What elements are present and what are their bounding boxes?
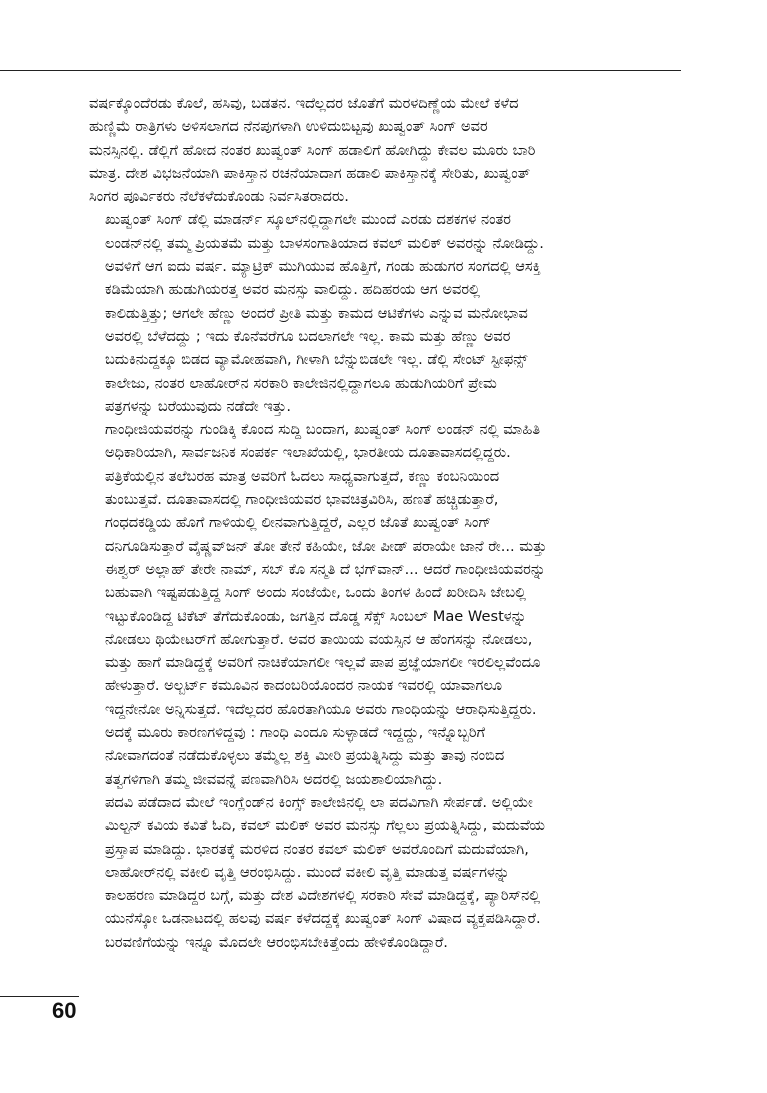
text-line: ಹುಣ್ಣಿಮೆ ರಾತ್ರಿಗಳು ಅಳಿಸಲಾಗದ ನೆನಪುಗಳಾಗಿ ಉಳಿದುಬಿಟ್ಟವು ಖುಷ್ವಂತ್ ಸಿಂಗ್ ಅವರ <box>89 118 488 136</box>
text-line: ಪತ್ರಿಕೆಯಲ್ಲಿನ ತಲೆಬರಹ ಮಾತ್ರ ಅವರಿಗೆ ಓದಲು ಸಾಧ್ಯವಾಗುತ್ತದೆ, ಕಣ್ಣು ಕಂಬನಿಯಿಂದ <box>105 467 500 485</box>
text-line: ಖುಷ್ವಂತ್ ಸಿಂಗ್ ಡೆಲ್ಲಿ ಮಾಡರ್ನ್ ಸ್ಕೂಲ್‌ನಲ್ಲಿದ್ದಾಗಲೇ ಮುಂದೆ ಎರಡು ದಶಕಗಳ ನಂತರ <box>105 211 512 229</box>
text-line: ದನಿಗೂಡಿಸುತ್ತಾರೆ ವೈಷ್ಣವ್‌ಜನ್ ತೋ ತೇನೆ ಕಹಿಯೇ, ಜೋ ಪೀಡ್ ಪರಾಯೇ ಜಾನೆ ರೇ... ಮತ್ತು <box>105 537 547 555</box>
paragraph-2 <box>89 208 689 418</box>
text-line: ತತ್ವಗಳಿಗಾಗಿ ತಮ್ಮ ಜೀವವನ್ನೆ ಪಣವಾಗಿರಿಸಿ ಅದರಲ್ಲಿ ಜಯಶಾಲಿಯಾಗಿದ್ದು. <box>105 770 443 788</box>
text-line: ಬಹುವಾಗಿ ಇಷ್ಟಪಡುತ್ತಿದ್ದ ಸಿಂಗ್ ಅಂದು ಸಂಜೆಯೇ, ಒಂದು ತಿಂಗಳ ಹಿಂದೆ ಖರೀದಿಸಿ ಜೇಬಲ್ಲಿ <box>105 584 527 602</box>
text-line: ಮಾತ್ರ. ದೇಶ ವಿಭಜನೆಯಾಗಿ ಪಾಕಿಸ್ತಾನ ರಚನೆಯಾದಾಗ ಹಡಾಲಿ ಪಾಕಿಸ್ತಾನಕ್ಕೆ ಸೇರಿತು, ಖುಷ್ವಂತ್ <box>89 164 531 182</box>
text-line: ಕಾಲೇಜು, ನಂತರ ಲಾಹೋರ್‌ನ ಸರಕಾರಿ ಕಾಲೇಜಿನಲ್ಲಿದ್ದಾಗಲೂ ಹುಡುಗಿಯರಿಗೆ ಪ್ರೇಮ <box>105 374 497 392</box>
text-line: ಈಶ್ವರ್ ಅಲ್ಲಾಹ್ ತೇರೇ ನಾಮ್, ಸಬ್ ಕೊ ಸನ್ಮತಿ ದೆ ಭಗ್‌ವಾನ್... ಆದರೆ ಗಾಂಧೀಜಿಯವರನ್ನು <box>105 560 546 578</box>
text-line: ಇದ್ದನೇನೋ ಅನ್ನಿಸುತ್ತದೆ. ಇದೆಲ್ಲದರ ಹೊರತಾಗಿಯೂ ಅವರು ಗಾಂಧಿಯನ್ನು ಆರಾಧಿಸುತ್ತಿದ್ದರು. <box>105 700 537 718</box>
text-line: ಪ್ರಸ್ತಾಪ ಮಾಡಿದ್ದು. ಭಾರತಕ್ಕೆ ಮರಳಿದ ನಂತರ ಕವಲ್ ಮಲಿಕ್ ಅವರೊಂದಿಗೆ ಮದುವೆಯಾಗಿ, <box>105 840 529 858</box>
text-line: ಮಿಲ್ಟನ್ ಕವಿಯ ಕವಿತೆ ಓದಿ, ಕವಲ್ ಮಲಿಕ್ ಅವರ ಮನಸ್ಸು ಗೆಲ್ಲಲು ಪ್ರಯತ್ನಿಸಿದ್ದು, ಮದುವೆಯ <box>105 817 546 835</box>
text-line: ಕಾಲಹರಣ ಮಾಡಿದ್ದರ ಬಗ್ಗೆ, ಮತ್ತು ದೇಶ ವಿದೇಶಗಳಲ್ಲಿ ಸರಕಾರಿ ಸೇವೆ ಮಾಡಿದ್ದಕ್ಕೆ, ಪ್ಯಾರಿಸ್‌ನಲ್ಲಿ <box>105 887 541 905</box>
text-line: ಬದುಕಿನುದ್ದಕ್ಕೂ ಬಿಡದ ವ್ಯಾಮೋಹವಾಗಿ, ಗೀಳಾಗಿ ಬೆನ್ನುಬಿಡಲೇ ಇಲ್ಲ. ಡೆಲ್ಲಿ ಸೇಂಟ್ ಸ್ಟೀಫನ್ಸ್ <box>105 351 528 369</box>
text-line: ವರ್ಷಕ್ಕೊಂದೆರಡು ಕೊಲೆ, ಹಸಿವು, ಬಡತನ. ಇದೆಲ್ಲದರ ಜೊತೆಗೆ ಮರಳದಿಣ್ಣೆಯ ಮೇಲೆ ಕಳೆದ <box>89 95 519 112</box>
text-line: ಗಂಧದಕಡ್ಡಿಯ ಹೊಗೆ ಗಾಳಿಯಲ್ಲಿ ಲೀನವಾಗುತ್ತಿದ್ದರೆ, ಎಲ್ಲರ ಜೊತೆ ಖುಷ್ವಂತ್ ಸಿಂಗ್ <box>105 514 492 532</box>
text-line: ಲಂಡನ್‌ನಲ್ಲಿ ತಮ್ಮ ಪ್ರಿಯತಮೆ ಮತ್ತು ಬಾಳಸಂಗಾತಿಯಾದ ಕವಲ್ ಮಲಿಕ್ ಅವರನ್ನು ನೋಡಿದ್ದು. <box>105 234 544 252</box>
paragraph-4 <box>89 791 689 954</box>
page-number: 60 <box>52 998 77 1023</box>
text-line: ಅವರಲ್ಲಿ ಬೆಳೆದದ್ದು ; ಇದು ಕೊನೆವರೆಗೂ ಬದಲಾಗಲೇ ಇಲ್ಲ. ಕಾಮ ಮತ್ತು ಹೆಣ್ಣು ಅವರ <box>105 327 511 345</box>
text-line: ಕಾಲಿಡುತ್ತಿತ್ತು; ಆಗಲೇ ಹೆಣ್ಣು ಅಂದರೆ ಪ್ರೀತಿ ಮತ್ತು ಕಾಮದ ಆಟಿಕೆಗಳು ಎನ್ನುವ ಮನೋಭಾವ <box>105 304 528 322</box>
text-line: ಗಾಂಧೀಜಿಯವರನ್ನು ಗುಂಡಿಕ್ಕಿ ಕೊಂದ ಸುದ್ದಿ ಬಂದಾಗ, ಖುಷ್ವಂತ್ ಸಿಂಗ್ ಲಂಡನ್ ನಲ್ಲಿ ಮಾಹಿತಿ <box>105 421 541 439</box>
text-line: ಲಾಹೋರ್‌ನಲ್ಲಿ ವಕೀಲಿ ವೃತ್ತಿ ಆರಂಭಿಸಿದ್ದು. ಮುಂದೆ ವಕೀಲಿ ವೃತ್ತಿ ಮಾಡುತ್ತ ವರ್ಷಗಳನ್ನು <box>105 863 510 881</box>
paragraph-3 <box>89 418 689 791</box>
text-line: ಮನಸ್ಸಿನಲ್ಲಿ. ಡೆಲ್ಲಿಗೆ ಹೋದ ನಂತರ ಖುಷ್ವಂತ್ ಸಿಂಗ್ ಹಡಾಲಿಗೆ ಹೋಗಿದ್ದು ಕೇವಲ ಮೂರು ಬಾರಿ <box>89 141 536 159</box>
page-body <box>89 92 689 954</box>
text-line: ಅದಕ್ಕೆ ಮೂರು ಕಾರಣಗಳಿದ್ದವು : ಗಾಂಧಿ ಎಂದೂ ಸುಳ್ಳಾಡದೆ ಇದ್ದದ್ದು, ಇನ್ನೊಬ್ಬರಿಗೆ <box>105 724 486 742</box>
text-line: ಅವಳಿಗೆ ಆಗ ಐದು ವರ್ಷ. ಮ್ಯಾಟ್ರಿಕ್ ಮುಗಿಯುವ ಹೊತ್ತಿಗೆ, ಗಂಡು ಹುಡುಗರ ಸಂಗದಲ್ಲಿ ಆಸಕ್ತಿ <box>105 258 541 276</box>
footer-rule <box>0 996 79 997</box>
text-line: ನೋವಾಗದಂತೆ ನಡೆದುಕೊಳ್ಳಲು ತಮ್ಮೆಲ್ಲ ಶಕ್ತಿ ಮೀರಿ ಪ್ರಯತ್ನಿಸಿದ್ದು ಮತ್ತು ತಾವು ನಂಬಿದ <box>105 747 505 765</box>
text-line: ಕಡಿಮೆಯಾಗಿ ಹುಡುಗಿಯರತ್ತ ಅವರ ಮನಸ್ಸು ವಾಲಿದ್ದು. ಹದಿಹರಯ ಆಗ ಅವರಲ್ಲಿ <box>105 281 481 299</box>
text-line: ಪದವಿ ಪಡೆದಾದ ಮೇಲೆ ಇಂಗ್ಲೆಂಡ್‌ನ ಕಿಂಗ್ಸ್ ಕಾಲೇಜಿನಲ್ಲಿ ಲಾ ಪದವಿಗಾಗಿ ಸೇರ್ಪಡೆ. ಅಲ್ಲಿಯೇ <box>105 793 533 811</box>
text-line: ಮತ್ತು ಹಾಗೆ ಮಾಡಿದ್ದಕ್ಕೆ ಅವರಿಗೆ ನಾಚಿಕೆಯಾಗಲೀ ಇಲ್ಲವೆ ಪಾಪ ಪ್ರಜ್ಞೆಯಾಗಲೀ ಇರಲಿಲ್ಲವೆಂದೂ <box>105 654 541 672</box>
paragraph-1 <box>89 92 689 208</box>
text-line: ನೋಡಲು ಥಿಯೇಟರ್‌ಗೆ ಹೋಗುತ್ತಾರೆ. ಅವರ ತಾಯಿಯ ವಯಸ್ಸಿನ ಆ ಹೆಂಗಸನ್ನು ನೋಡಲು, <box>105 630 533 648</box>
text-line: ಯುನೆಸ್ಕೋ ಒಡನಾಟದಲ್ಲಿ ಹಲವು ವರ್ಷ ಕಳೆದದ್ದಕ್ಕೆ ಖುಷ್ವಂತ್ ಸಿಂಗ್ ವಿಷಾದ ವ್ಯಕ್ತಪಡಿಸಿದ್ದಾರೆ. <box>105 910 541 928</box>
header-rule <box>0 70 681 71</box>
text-line: ಇಟ್ಟುಕೊಂಡಿದ್ದ ಟಿಕೆಟ್ ತೆಗೆದುಕೊಂಡು, ಜಗತ್ತಿನ ದೊಡ್ಡ ಸೆಕ್ಸ್ ಸಿಂಬಲ್ Mae Westಳನ್ನು <box>105 607 527 625</box>
text-line: ಹೇಳುತ್ತಾರೆ. ಅಲ್ಬರ್ಟ್ ಕಮೂವಿನ ಕಾದಂಬರಿಯೊಂದರ ನಾಯಕ ಇವರಲ್ಲಿ ಯಾವಾಗಲೂ <box>105 677 503 695</box>
text-line: ತುಂಬುತ್ತವೆ. ದೂತಾವಾಸದಲ್ಲಿ ಗಾಂಧೀಜಿಯವರ ಭಾವಚಿತ್ರವಿರಿಸಿ, ಹಣತೆ ಹಚ್ಚಿಡುತ್ತಾರೆ, <box>105 491 499 509</box>
text-line: ಸಿಂಗರ ಪೂರ್ವಿಕರು ನೆಲೆಕಳೆದುಕೊಂಡು ನಿರ್ವಸಿತರಾದರು. <box>89 188 349 206</box>
text-line: ಅಧಿಕಾರಿಯಾಗಿ, ಸಾರ್ವಜನಿಕ ಸಂಪರ್ಕ ಇಲಾಖೆಯಲ್ಲಿ, ಭಾರತೀಯ ದೂತಾವಾಸದಲ್ಲಿದ್ದರು. <box>105 444 511 462</box>
text-line: ಬರವಣಿಗೆಯನ್ನು ಇನ್ನೂ ಮೊದಲೇ ಆರಂಭಿಸಬೇಕಿತ್ತೆಂದು ಹೇಳಿಕೊಂಡಿದ್ದಾರೆ. <box>105 933 448 951</box>
text-line: ಪತ್ರಗಳನ್ನು ಬರೆಯುವುದು ನಡೆದೇ ಇತ್ತು. <box>105 397 292 415</box>
